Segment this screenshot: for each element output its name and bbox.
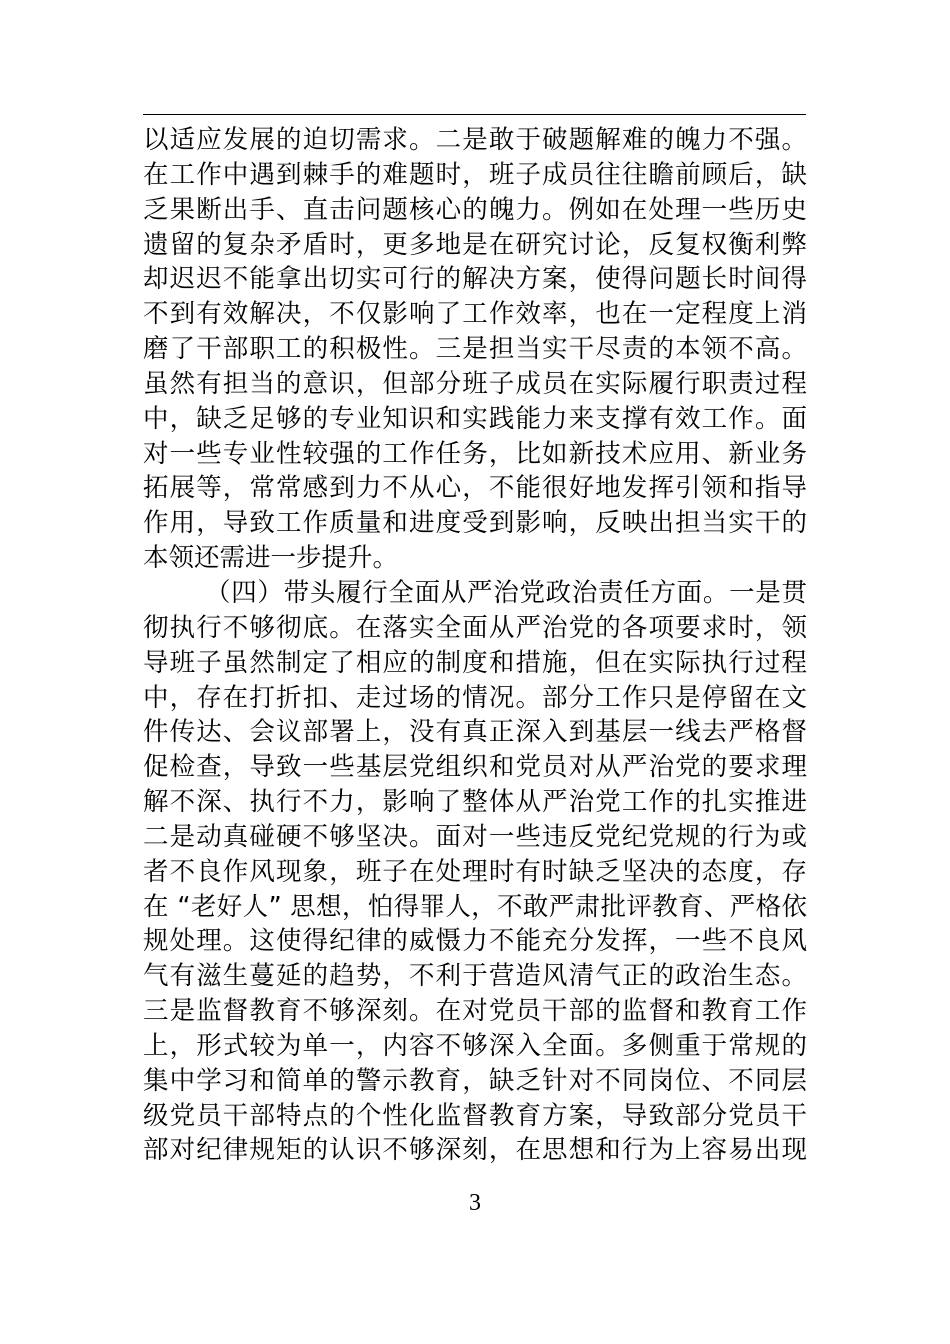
text-line: 二是动真碰硬不够坚决。面对一些违反党纪党规的行为或 xyxy=(143,821,807,852)
text-line: 磨了干部职工的积极性。三是担当实干尽责的本领不高。 xyxy=(143,334,807,365)
text-line: 却迟迟不能拿出切实可行的解决方案，使得问题长时间得 xyxy=(143,264,807,295)
text-line: 集中学习和简单的警示教育，缺乏针对不同岗位、不同层 xyxy=(143,1065,807,1096)
text-line: 导班子虽然制定了相应的制度和措施，但在实际执行过程 xyxy=(143,647,807,678)
text-line: 中，存在打折扣、走过场的情况。部分工作只是停留在文 xyxy=(143,682,807,713)
text-line: 解不深、执行不力，影响了整体从严治党工作的扎实推进 xyxy=(143,787,807,818)
text-line: 在 “老好人” 思想，怕得罪人，不敢严肃批评教育、严格依 xyxy=(143,891,807,922)
text-line: 虽然有担当的意识，但部分班子成员在实际履行职责过程 xyxy=(143,368,807,399)
text-line: 乏果断出手、直击问题核心的魄力。例如在处理一些历史 xyxy=(143,194,807,225)
text-line: 促检查，导致一些基层党组织和党员对从严治党的要求理 xyxy=(143,752,807,783)
text-line: 拓展等，常常感到力不从心，不能很好地发挥引领和指导 xyxy=(143,473,807,504)
text-line: 三是监督教育不够深刻。在对党员干部的监督和教育工作 xyxy=(143,996,807,1027)
text-line: 部对纪律规矩的认识不够深刻，在思想和行为上容易出现 xyxy=(143,1135,807,1166)
text-line: 上，形式较为单一，内容不够深入全面。多侧重于常规的 xyxy=(143,1030,807,1061)
text-line: 者不良作风现象，班子在处理时有时缺乏坚决的态度，存 xyxy=(143,856,807,887)
header-rule xyxy=(143,114,806,115)
text-line: 气有滋生蔓延的趋势，不利于营造风清气正的政治生态。 xyxy=(143,961,807,992)
text-line: 本领还需进一步提升。 xyxy=(143,543,399,574)
text-line: 对一些专业性较强的工作任务，比如新技术应用、新业务 xyxy=(143,438,807,469)
text-line: 不到有效解决，不仅影响了工作效率，也在一定程度上消 xyxy=(143,299,807,330)
body-text xyxy=(143,123,807,1168)
text-line: 彻执行不够彻底。在落实全面从严治党的各项要求时，领 xyxy=(143,612,807,643)
text-line: 作用，导致工作质量和进度受到影响，反映出担当实干的 xyxy=(143,508,807,539)
text-line: 在工作中遇到棘手的难题时，班子成员往往瞻前顾后，缺 xyxy=(143,159,807,190)
page-number: 3 xyxy=(469,1190,481,1216)
section-heading-line: （四）带头履行全面从严治党政治责任方面。一是贯 xyxy=(205,577,807,608)
text-line: 以适应发展的迫切需求。二是敢于破题解难的魄力不强。 xyxy=(143,125,807,155)
text-line: 件传达、会议部署上，没有真正深入到基层一线去严格督 xyxy=(143,717,807,748)
text-line: 级党员干部特点的个性化监督教育方案，导致部分党员干 xyxy=(143,1100,807,1131)
text-line: 中，缺乏足够的专业知识和实践能力来支撑有效工作。面 xyxy=(143,403,807,434)
text-line: 规处理。这使得纪律的威慑力不能充分发挥，一些不良风 xyxy=(143,926,807,957)
text-line: 遗留的复杂矛盾时，更多地是在研究讨论，反复权衡利弊 xyxy=(143,229,807,260)
